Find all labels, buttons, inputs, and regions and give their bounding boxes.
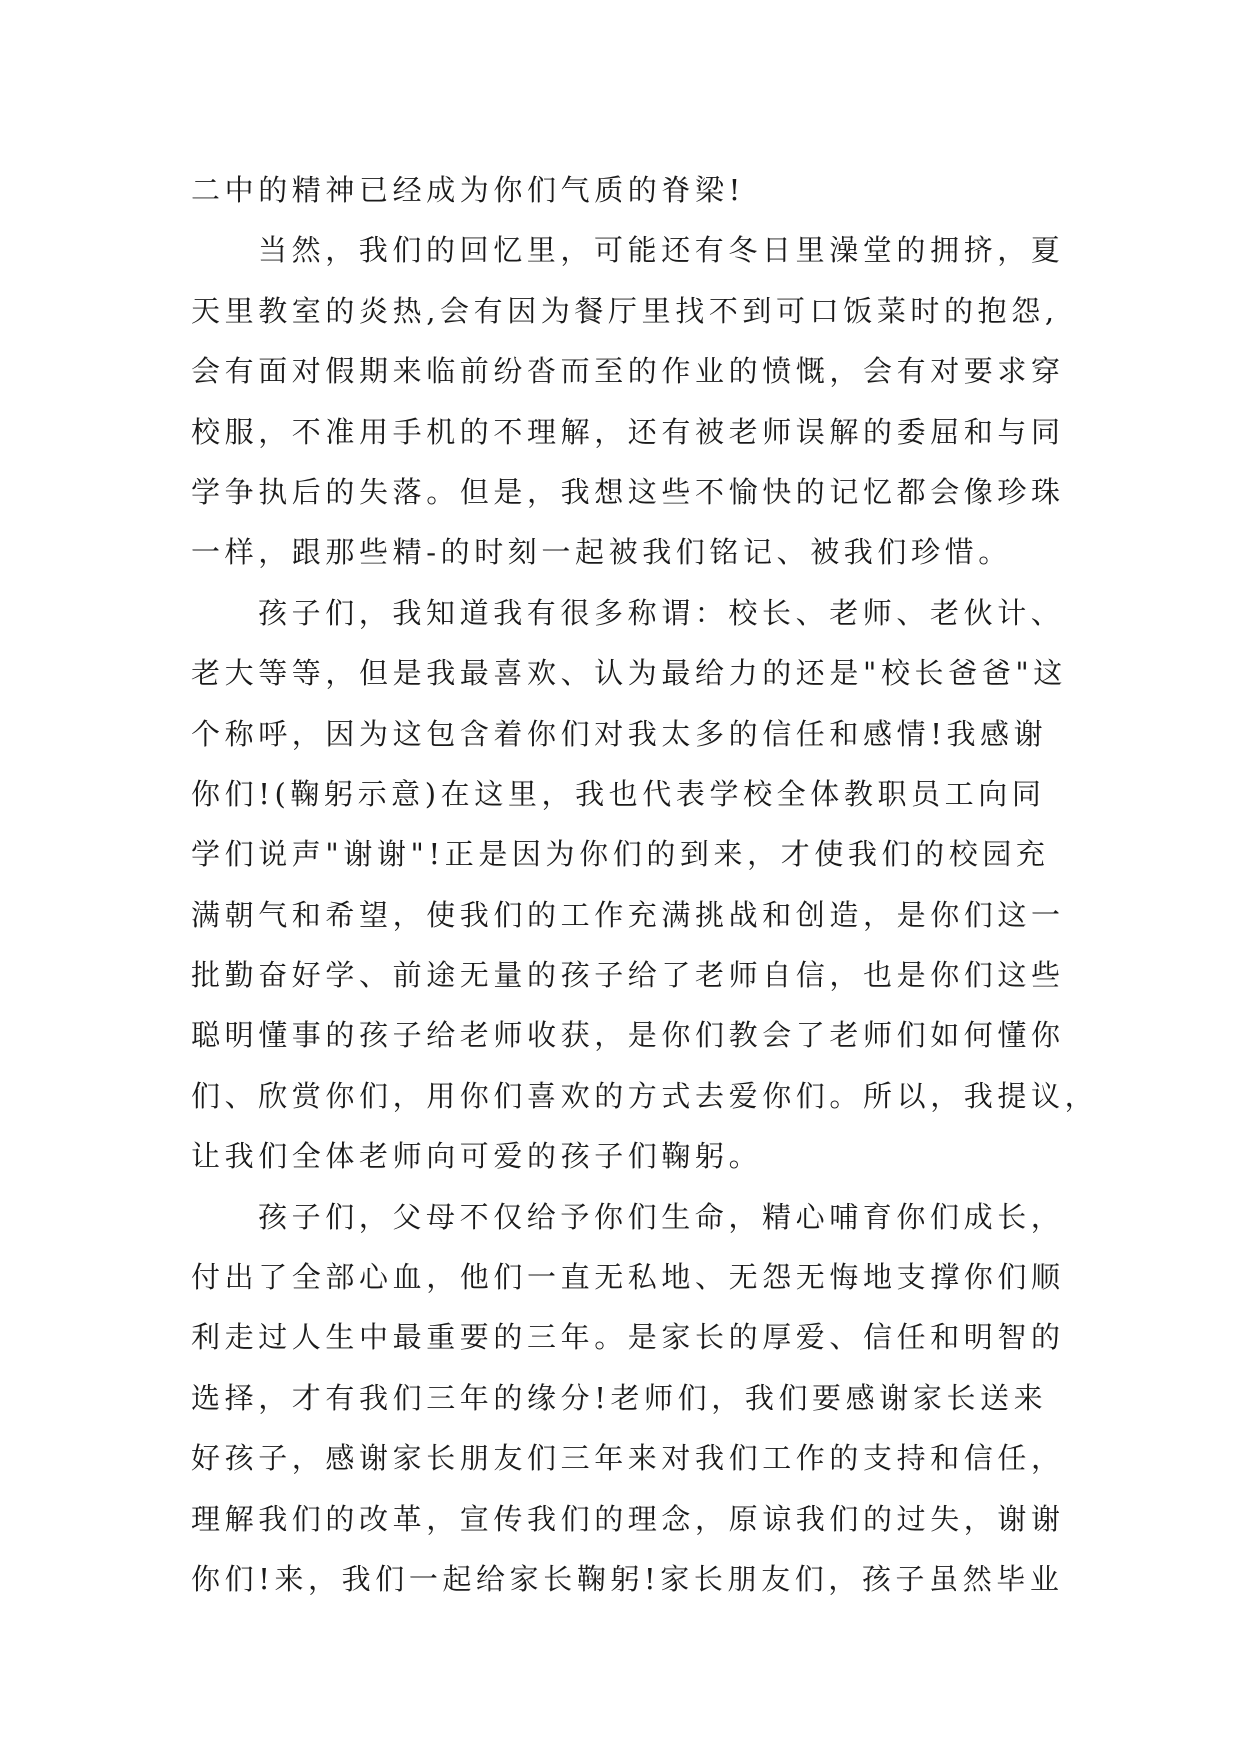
text-line: 批勤奋好学、前途无量的孩子给了老师自信，也是你们这些 bbox=[191, 958, 1065, 993]
text-line: 付出了全部心血，他们一直无私地、无怨无悔地支撑你们顺 bbox=[191, 1260, 1065, 1295]
text-line: 老大等等，但是我最喜欢、认为最给力的还是"校长爸爸"这 bbox=[191, 656, 1067, 691]
text-line: 一样，跟那些精-的时刻一起被我们铭记、被我们珍惜。 bbox=[191, 535, 1012, 570]
text-line: 你们!(鞠躬示意)在这里，我也代表学校全体教职员工向同 bbox=[191, 776, 1046, 811]
text-line: 学们说声"谢谢"!正是因为你们的到来，才使我们的校园充 bbox=[191, 837, 1050, 872]
text-line: 好孩子，感谢家长朋友们三年来对我们工作的支持和信任， bbox=[191, 1441, 1065, 1476]
speech-text-body bbox=[191, 160, 1099, 1609]
text-line: 们、欣赏你们，用你们喜欢的方式去爱你们。所以，我提议， bbox=[191, 1078, 1099, 1113]
text-line: 学争执后的失落。但是，我想这些不愉快的记忆都会像珍珠 bbox=[191, 474, 1065, 509]
text-line: 理解我们的改革，宣传我们的理念，原谅我们的过失，谢谢 bbox=[191, 1501, 1065, 1536]
text-line: 满朝气和希望，使我们的工作充满挑战和创造，是你们这一 bbox=[191, 897, 1065, 932]
text-line: 二中的精神已经成为你们气质的脊梁! bbox=[191, 173, 745, 207]
text-line: 你们!来，我们一起给家长鞠躬!家长朋友们，孩子虽然毕业 bbox=[191, 1561, 1064, 1596]
text-line: 校服，不准用手机的不理解，还有被老师误解的委屈和与同 bbox=[191, 414, 1065, 449]
text-line: 利走过人生中最重要的三年。是家长的厚爱、信任和明智的 bbox=[191, 1320, 1065, 1355]
text-line: 聪明懂事的孩子给老师收获，是你们教会了老师们如何懂你 bbox=[191, 1018, 1065, 1053]
text-line: 让我们全体老师向可爱的孩子们鞠躬。 bbox=[191, 1139, 763, 1174]
text-line: 天里教室的炎热,会有因为餐厅里找不到可口饭菜时的抱怨, bbox=[191, 293, 1059, 328]
text-line: 会有面对假期来临前纷沓而至的作业的愤慨，会有对要求穿 bbox=[191, 354, 1065, 389]
paragraph-first-line: 孩子们，我知道我有很多称谓：校长、老师、老伙计、 bbox=[258, 595, 1065, 630]
text-line: 选择，才有我们三年的缘分!老师们，我们要感谢家长送来 bbox=[191, 1380, 1048, 1415]
paragraph-first-line: 孩子们，父母不仅给予你们生命，精心哺育你们成长， bbox=[258, 1199, 1065, 1234]
text-line: 个称呼，因为这包含着你们对我太多的信任和感情!我感谢 bbox=[191, 716, 1048, 751]
paragraph-first-line: 当然，我们的回忆里，可能还有冬日里澡堂的拥挤，夏 bbox=[258, 233, 1065, 268]
